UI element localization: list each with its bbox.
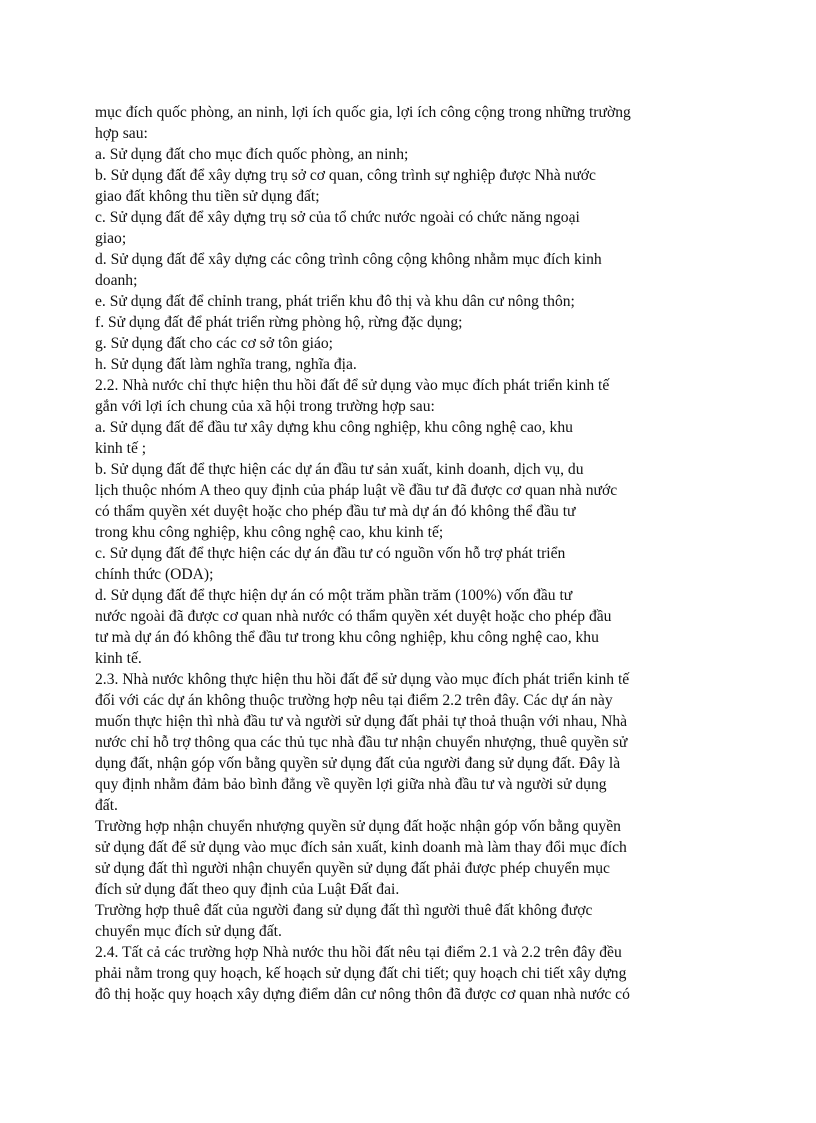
text-line: d. Sử dụng đất để xây dựng các công trình công cộng không nhằm mục đích kinh <box>95 251 602 268</box>
text-line: phải nằm trong quy hoạch, kế hoạch sử dụng đất chi tiết; quy hoạch chi tiết xây dựng <box>95 965 627 982</box>
text-line: b. Sử dụng đất để xây dựng trụ sở cơ quan, công trình sự nghiệp được Nhà nước <box>95 167 596 184</box>
text-line: sử dụng đất thì người nhận chuyển quyền sử dụng đất phải được phép chuyển mục <box>95 860 610 877</box>
text-line: f. Sử dụng đất để phát triển rừng phòng hộ, rừng đặc dụng; <box>95 314 463 331</box>
text-line: đích sử dụng đất theo quy định của Luật Đất đai. <box>95 881 400 898</box>
text-line: doanh; <box>95 272 138 289</box>
text-line: tư mà dự án đó không thể đầu tư trong khu công nghiệp, khu công nghệ cao, khu <box>95 629 599 646</box>
text-line: muốn thực hiện thì nhà đầu tư và người sử dụng đất phải tự thoả thuận với nhau, Nhà <box>95 713 628 730</box>
text-line: nước ngoài đã được cơ quan nhà nước có thẩm quyền xét duyệt hoặc cho phép đầu <box>95 608 612 625</box>
text-line: giao đất không thu tiền sử dụng đất; <box>95 188 320 205</box>
text-line: có thẩm quyền xét duyệt hoặc cho phép đầu tư mà dự án đó không thể đầu tư <box>95 503 576 520</box>
document-page <box>95 102 705 1005</box>
text-line: c. Sử dụng đất để thực hiện các dự án đầu tư có nguồn vốn hỗ trợ phát triển <box>95 545 566 562</box>
text-line: đối với các dự án không thuộc trường hợp nêu tại điểm 2.2 trên đây. Các dự án này <box>95 692 613 709</box>
text-line: trong khu công nghiệp, khu công nghệ cao, khu kinh tế; <box>95 524 444 541</box>
text-line: gắn với lợi ích chung của xã hội trong trường hợp sau: <box>95 398 435 415</box>
text-line: kinh tế ; <box>95 440 147 457</box>
text-line: kinh tế. <box>95 650 142 667</box>
text-line: chính thức (ODA); <box>95 566 214 583</box>
text-line: 2.4. Tất cả các trường hợp Nhà nước thu hồi đất nêu tại điểm 2.1 và 2.2 trên đây đều <box>95 944 622 961</box>
text-line: mục đích quốc phòng, an ninh, lợi ích quốc gia, lợi ích công cộng trong những trường <box>95 104 631 121</box>
text-line: 2.3. Nhà nước không thực hiện thu hồi đất để sử dụng vào mục đích phát triển kinh tế <box>95 671 630 688</box>
text-line: h. Sử dụng đất làm nghĩa trang, nghĩa địa. <box>95 356 357 373</box>
text-line: sử dụng đất để sử dụng vào mục đích sản xuất, kinh doanh mà làm thay đổi mục đích <box>95 839 627 856</box>
text-line: Trường hợp thuê đất của người đang sử dụng đất thì người thuê đất không được <box>95 902 593 919</box>
text-line: quy định nhằm đảm bảo bình đẳng về quyền lợi giữa nhà đầu tư và người sử dụng <box>95 776 607 793</box>
text-line: chuyển mục đích sử dụng đất. <box>95 923 282 940</box>
text-line: lịch thuộc nhóm A theo quy định của pháp luật về đầu tư đã được cơ quan nhà nước <box>95 482 618 499</box>
text-line: a. Sử dụng đất để đầu tư xây dựng khu công nghiệp, khu công nghệ cao, khu <box>95 419 573 436</box>
text-line: đất. <box>95 797 118 814</box>
text-line: e. Sử dụng đất để chỉnh trang, phát triển khu đô thị và khu dân cư nông thôn; <box>95 293 575 310</box>
text-line: 2.2. Nhà nước chỉ thực hiện thu hồi đất để sử dụng vào mục đích phát triển kinh tế <box>95 377 610 394</box>
text-line: giao; <box>95 230 127 247</box>
text-line: dụng đất, nhận góp vốn bằng quyền sử dụng đất của người đang sử dụng đất. Đây là <box>95 755 621 772</box>
text-line: b. Sử dụng đất để thực hiện các dự án đầu tư sản xuất, kinh doanh, dịch vụ, du <box>95 461 584 478</box>
text-line: Trường hợp nhận chuyển nhượng quyền sử dụng đất hoặc nhận góp vốn bằng quyền <box>95 818 621 835</box>
text-line: hợp sau: <box>95 125 148 142</box>
text-line: d. Sử dụng đất để thực hiện dự án có một trăm phần trăm (100%) vốn đầu tư <box>95 587 573 604</box>
text-line: đô thị hoặc quy hoạch xây dựng điểm dân cư nông thôn đã được cơ quan nhà nước có <box>95 986 630 1003</box>
text-line: nước chỉ hỗ trợ thông qua các thủ tục nhà đầu tư nhận chuyển nhượng, thuê quyền sử <box>95 734 628 751</box>
text-line: c. Sử dụng đất để xây dựng trụ sở của tổ chức nước ngoài có chức năng ngoại <box>95 209 580 226</box>
text-line: g. Sử dụng đất cho các cơ sở tôn giáo; <box>95 335 334 352</box>
text-line: a. Sử dụng đất cho mục đích quốc phòng, an ninh; <box>95 146 409 163</box>
